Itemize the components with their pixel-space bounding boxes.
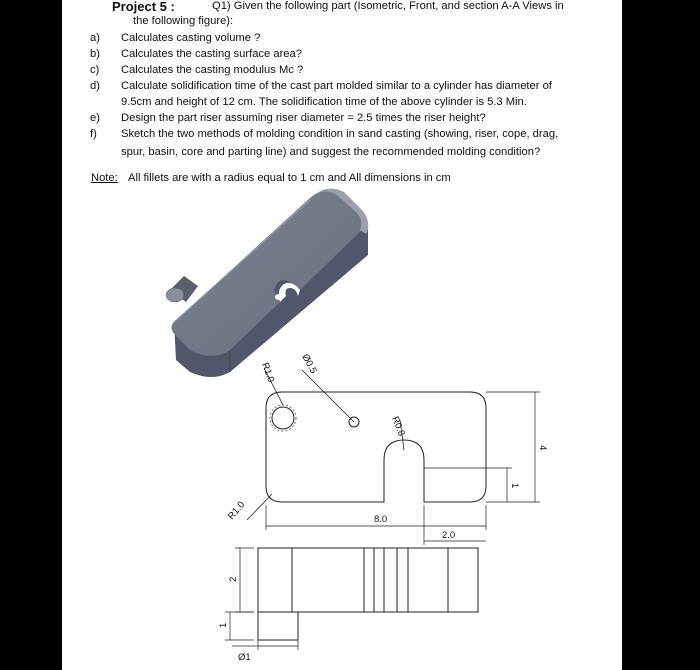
project-label: Project 5 : — [112, 0, 175, 14]
item-d-cont: 9.5cm and height of 12 cm. The solidification time of the above cylinder is 5.3 Min. — [121, 96, 527, 108]
item-b-text: Calculates the casting surface area? — [121, 48, 302, 60]
item-e-text: Design the part riser assuming riser diameter = 2.5 times the riser height? — [121, 112, 486, 124]
isometric-pin — [166, 276, 198, 302]
item-d-letter: d) — [90, 80, 100, 92]
item-f-cont: spur, basin, core and parting line) and suggest the recommended molding condition? — [121, 146, 541, 158]
item-f-letter: f) — [90, 128, 97, 140]
top-view-outline — [266, 392, 486, 502]
label-r10-top: R1.0 — [259, 361, 277, 384]
note-label: Note: — [91, 172, 118, 184]
item-d-text: Calculate solidification time of the cast part molded similar to a cylinder has diameter of — [121, 80, 552, 92]
label-front-2: 2 — [228, 576, 239, 582]
label-slot-1: 1 — [509, 483, 520, 489]
isometric-hole — [275, 294, 283, 300]
item-f-text: Sketch the two methods of molding condition in sand casting (showing, riser, cope, drag, — [121, 128, 559, 140]
label-r08: R0.8 — [389, 415, 407, 438]
front-view — [225, 548, 478, 650]
label-height-4: 4 — [537, 445, 548, 451]
item-c-text: Calculates the casting modulus Mc ? — [121, 64, 304, 76]
label-width-2: 2.0 — [442, 530, 456, 541]
front-view-body — [258, 548, 478, 612]
item-a-letter: a) — [90, 32, 100, 44]
note-text: All fillets are with a radius equal to 1 cm and All dimensions in cm — [128, 172, 451, 184]
engineering-drawing — [62, 0, 622, 670]
label-front-1: 1 — [218, 622, 229, 628]
item-e-letter: e) — [90, 112, 100, 124]
question-intro-cont: the following figure): — [133, 15, 234, 27]
question-intro: Q1) Given the following part (Isometric, Front, and section A-A Views in — [212, 0, 564, 12]
top-view — [247, 368, 540, 545]
item-b-letter: b) — [90, 48, 100, 60]
label-dia-1: Ø1 — [238, 652, 251, 663]
top-view-hole — [272, 407, 294, 429]
label-length-8: 8.0 — [374, 514, 388, 525]
item-a-text: Calculates casting volume ? — [121, 32, 261, 44]
label-dia-05: Ø0.5 — [299, 352, 319, 376]
worksheet-page — [62, 0, 622, 670]
item-c-letter: c) — [90, 64, 100, 76]
isometric-view — [166, 188, 368, 377]
label-r10-bottom: R1.0 — [225, 499, 248, 522]
front-view-pin — [258, 612, 298, 640]
